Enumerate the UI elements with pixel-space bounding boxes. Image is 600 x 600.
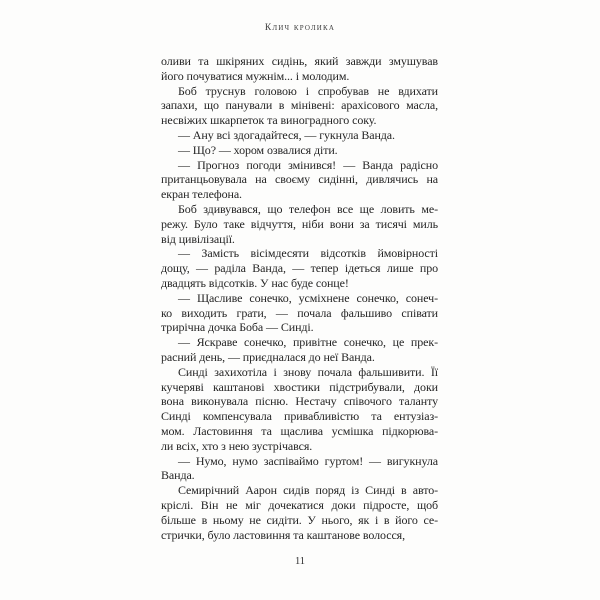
text-line: — Щасливе сонечко, усміхнене сонечко, сонеч-: [178, 290, 438, 305]
text-line: — Прогноз погоди змінився! — Ванда радісно: [178, 157, 438, 172]
text-line: — Яскраве сонечко, привітне сонечко, це прек-: [178, 335, 438, 350]
text-line: пританцьовувала на своєму сидінні, дивлячись на: [161, 172, 438, 187]
text-line: його почуватися мужнім... і молодим.: [161, 68, 350, 83]
text-line: Боб здивувався, що телефон все ще ловить ме-: [178, 201, 438, 216]
text-line: дощу, — раділа Ванда, — тепер ідеться лише про: [161, 261, 438, 276]
text-line: запахи, що панували в мінівені: арахісового масла,: [161, 98, 438, 113]
text-line: мом. Ластовиння та щаслива усмішка підкорюва-: [161, 423, 438, 438]
text-line: — Нумо, нумо заспіваймо гуртом! — вигукнула: [178, 453, 438, 468]
text-line: вона виконувала пісню. Нестачу співочого таланту: [161, 394, 438, 409]
running-head-title: Клич кролика: [264, 23, 336, 33]
text-line: кріслі. Він не міг дочекатися доки підросте, щоб: [161, 497, 438, 512]
body-text-block: [161, 54, 438, 542]
text-line: стрички, було ластовиння та каштанове волосся,: [161, 527, 405, 542]
text-line: ко виходить грати, — почала фальшиво співати: [161, 305, 438, 320]
text-line: ли всіх, хто з нею зустрічався.: [161, 438, 313, 453]
text-line: Ванда.: [161, 468, 195, 483]
text-line: расний день, — приєдналася до неї Ванда.: [161, 349, 375, 364]
text-line: більше в ньому не сидіти. У нього, як і в його се-: [161, 512, 438, 527]
text-line: двадцять відсотків. У нас буде сонце!: [161, 275, 349, 290]
page-number: 11: [294, 556, 306, 567]
text-line: від цивілізації.: [161, 231, 235, 246]
text-line: Семирічний Аарон сидів поряд із Синді в авто-: [178, 483, 438, 498]
text-line: — Ану всі здогадайтеся, — гукнула Ванда.: [178, 127, 395, 142]
text-line: Синді компенсувала привабливістю та ентузіаз-: [161, 409, 438, 424]
text-line: Синді захихотіла і знову почала фальшивити. Її: [178, 364, 438, 379]
text-line: — Замість вісімдесяти відсотків ймовірності: [178, 246, 438, 261]
text-line: несвіжих шкарпеток та виноградного соку.: [161, 113, 377, 128]
text-line: оливи та шкіряних сидінь, який завжди змушував: [161, 54, 438, 68]
text-line: трирічна дочка Боба — Синді.: [161, 320, 314, 335]
text-line: режу. Було таке відчуття, ніби вони за тисячі миль: [161, 216, 438, 231]
text-line: кучеряві каштанові хвостики підстрибували, доки: [161, 379, 438, 394]
text-line: — Що? — хором озвалися діти.: [178, 142, 338, 157]
text-line: екран телефона.: [161, 187, 242, 202]
text-line: Боб труснув головою і спробував не вдихати: [178, 83, 438, 98]
